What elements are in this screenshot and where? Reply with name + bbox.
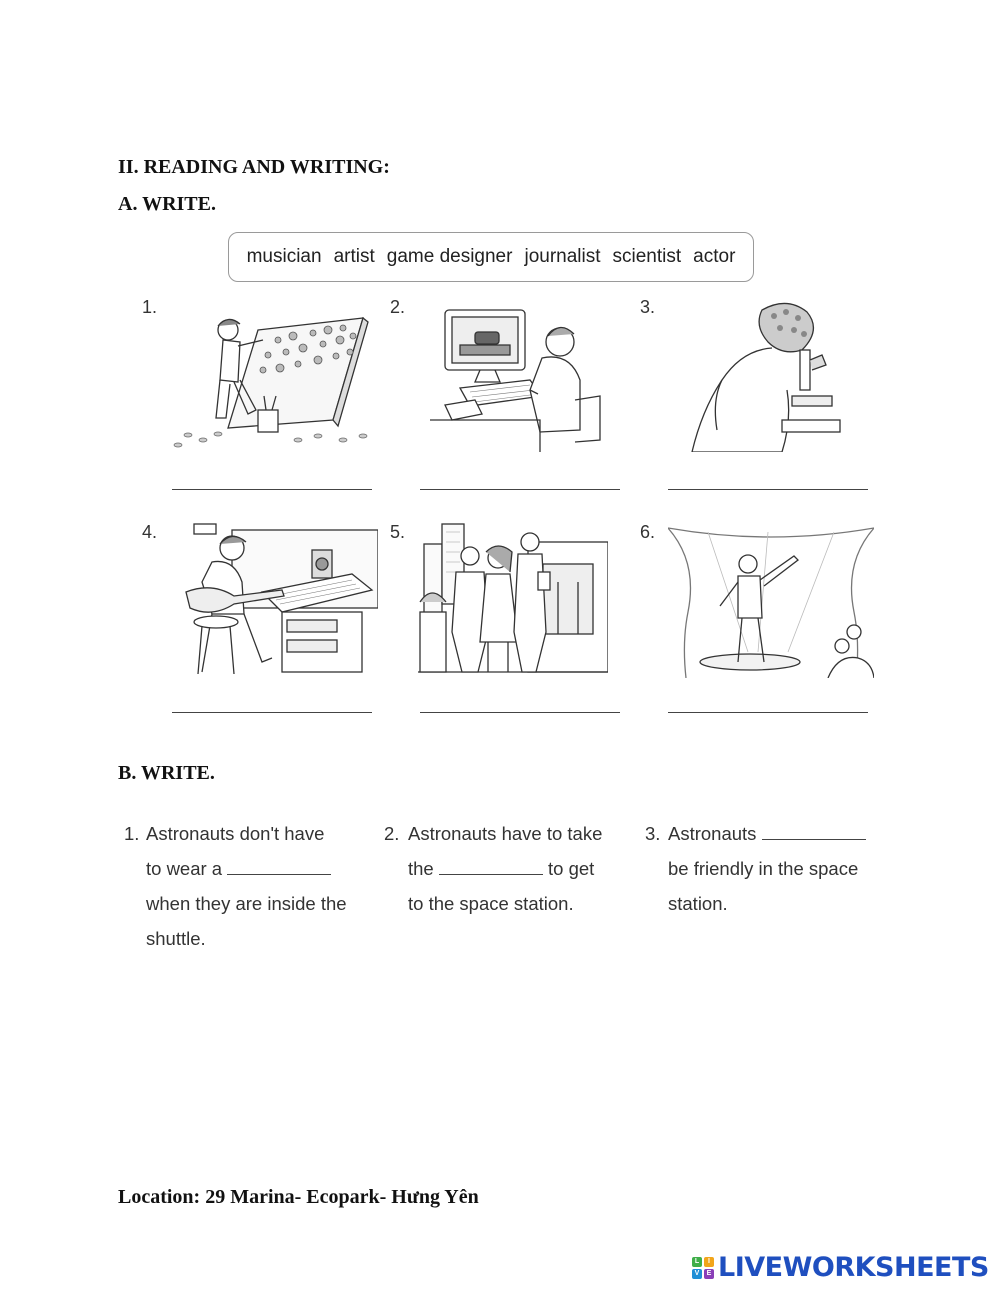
sentence-3-line-3: station. [668, 893, 728, 914]
sentence-2 [408, 816, 648, 921]
sentence-3-line-1-text: Astronauts [668, 823, 757, 844]
sentence-number-1: 1. [124, 823, 140, 844]
answer-line-5[interactable] [420, 712, 620, 713]
musician-illustration [172, 522, 378, 678]
liveworksheets-brand [692, 1252, 989, 1283]
word-game-designer: game designer [386, 246, 513, 267]
logo-tile-v: V [692, 1269, 702, 1279]
sentence-1 [146, 816, 386, 956]
journalist-illustration [418, 522, 608, 678]
sentence-3-line-1 [668, 816, 908, 851]
word-actor: actor [693, 246, 736, 267]
scientist-illustration [682, 300, 842, 452]
word-scientist: scientist [612, 246, 682, 267]
answer-line-6[interactable] [668, 712, 868, 713]
artist-illustration [168, 300, 378, 452]
actor-illustration [668, 522, 874, 678]
item-number-6: 6. [640, 522, 656, 542]
sentence-1-line-1: Astronauts don't have [146, 823, 325, 844]
sentence-3-line-2: be friendly in the space [668, 858, 859, 879]
word-artist: artist [333, 246, 375, 267]
word-journalist: journalist [524, 246, 601, 267]
section-title: II. READING AND WRITING: [118, 156, 390, 178]
sentence-2-line-2-post: to get [548, 858, 595, 879]
sentence-1-line-4: shuttle. [146, 928, 206, 949]
part-b-title: B. WRITE. [118, 762, 215, 784]
brand-name: LIVEWORKSHEETS [718, 1252, 989, 1283]
answer-line-1[interactable] [172, 489, 372, 490]
sentence-2-line-2-pre: the [408, 858, 434, 879]
part-a-title: A. WRITE. [118, 193, 216, 215]
sentence-1-line-2 [146, 851, 386, 886]
sentence-2-line-1: Astronauts have to take [408, 823, 603, 844]
word-musician: musician [246, 246, 322, 267]
sentence-2-blank[interactable] [439, 860, 543, 875]
word-bank [228, 232, 754, 282]
sentence-2-line-3: to the space station. [408, 893, 574, 914]
sentence-3-blank[interactable] [762, 825, 866, 840]
item-number-4: 4. [142, 522, 158, 542]
item-number-3: 3. [640, 297, 656, 317]
sentence-number-3: 3. [645, 823, 661, 844]
liveworksheets-logo-icon [692, 1257, 714, 1279]
item-number-2: 2. [390, 297, 406, 317]
sentence-1-line-3: when they are inside the [146, 893, 347, 914]
game-designer-illustration [430, 300, 610, 452]
sentence-3 [668, 816, 908, 921]
logo-tile-e: E [704, 1269, 714, 1279]
answer-line-3[interactable] [668, 489, 868, 490]
answer-line-2[interactable] [420, 489, 620, 490]
item-number-5: 5. [390, 522, 406, 542]
logo-tile-l: L [692, 1257, 702, 1267]
sentence-2-line-2 [408, 851, 648, 886]
sentence-1-blank[interactable] [227, 860, 331, 875]
sentence-number-2: 2. [384, 823, 400, 844]
logo-tile-i: I [704, 1257, 714, 1267]
answer-line-4[interactable] [172, 712, 372, 713]
location-text: Location: 29 Marina- Ecopark- Hưng Yên [118, 1186, 479, 1208]
item-number-1: 1. [142, 297, 158, 317]
sentence-1-line-2-text: to wear a [146, 858, 223, 879]
